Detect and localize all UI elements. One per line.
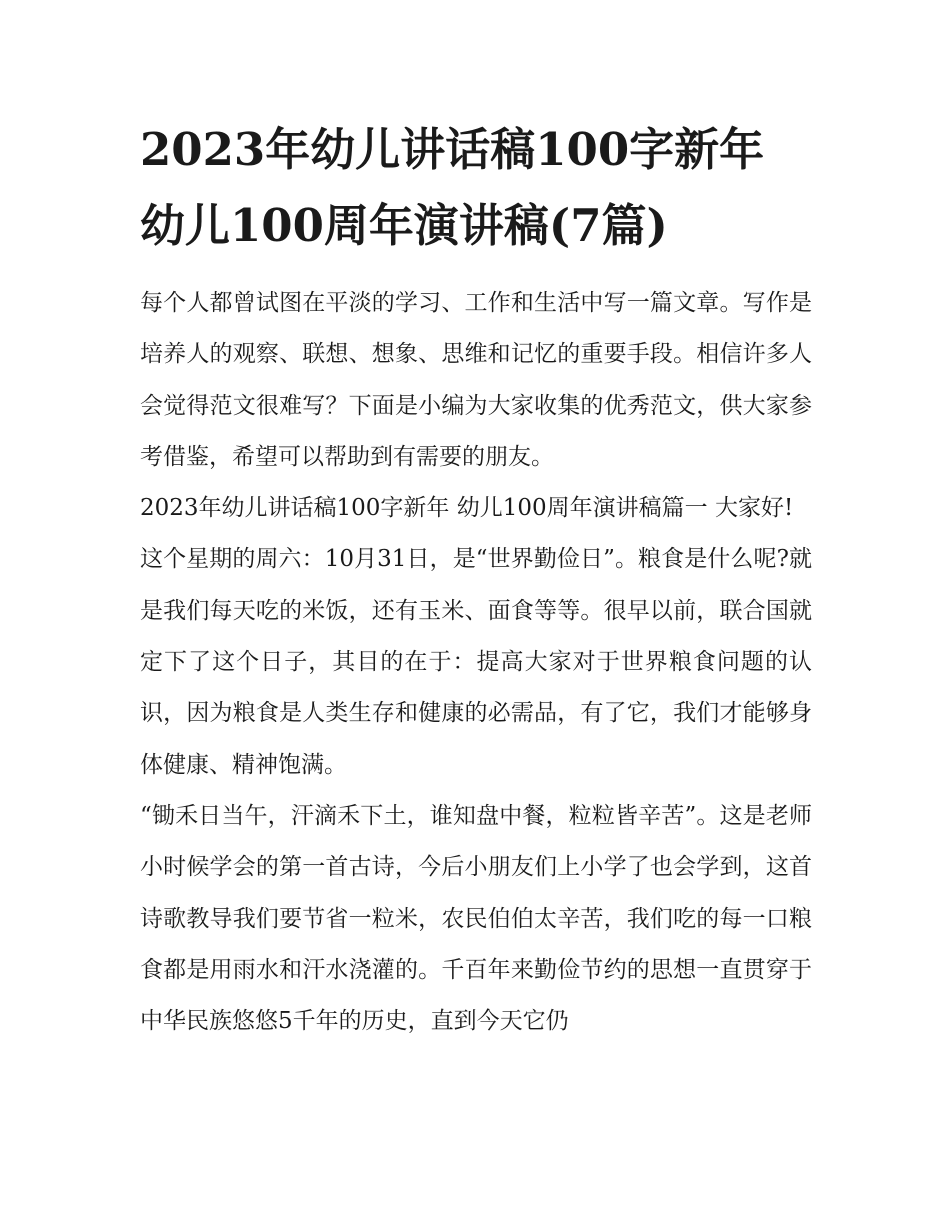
document-title: 2023年幼儿讲话稿100字新年 幼儿100周年演讲稿(7篇) — [140, 123, 765, 252]
intro-paragraph: 每个人都曾试图在平淡的学习、工作和生活中写一篇文章。写作是培养人的观察、联想、想象、思维和记忆的重要手段。相信许多人会觉得范文很难写？下面是小编为大家收集的优秀范文，供大家参考借鉴，希望可以帮助到有需要的朋友。 — [140, 290, 812, 470]
document-page — [140, 112, 812, 1047]
body-paragraph: 这个星期的周六：10月31日，是“世界勤俭日”。粮食是什么呢?就是我们每天吃的米饭，还有玉米、面食等等。很早以前，联合国就定下了这个日子，其目的在于：提高大家对于世界粮食问题的认识，因为粮食是人类生存和健康的必需品，有了它，我们才能够身体健康、精神饱满。 — [140, 546, 812, 778]
section-heading-paragraph: 2023年幼儿讲话稿100字新年 幼儿100周年演讲稿篇一 大家好! — [140, 495, 794, 522]
body-paragraph: “锄禾日当午，汗滴禾下土，谁知盘中餐，粒粒皆辛苦”。这是老师小时候学会的第一首古诗，今后小朋友们上小学了也会学到，这首诗歌教导我们要节省一粒米，农民伯伯太辛苦，我们吃的每一口粮食都是用雨水和汗水浇灌的。千百年来勤俭节约的思想一直贯穿于中华民族悠悠5千年的历史，直到今天它仍 — [140, 802, 812, 1035]
